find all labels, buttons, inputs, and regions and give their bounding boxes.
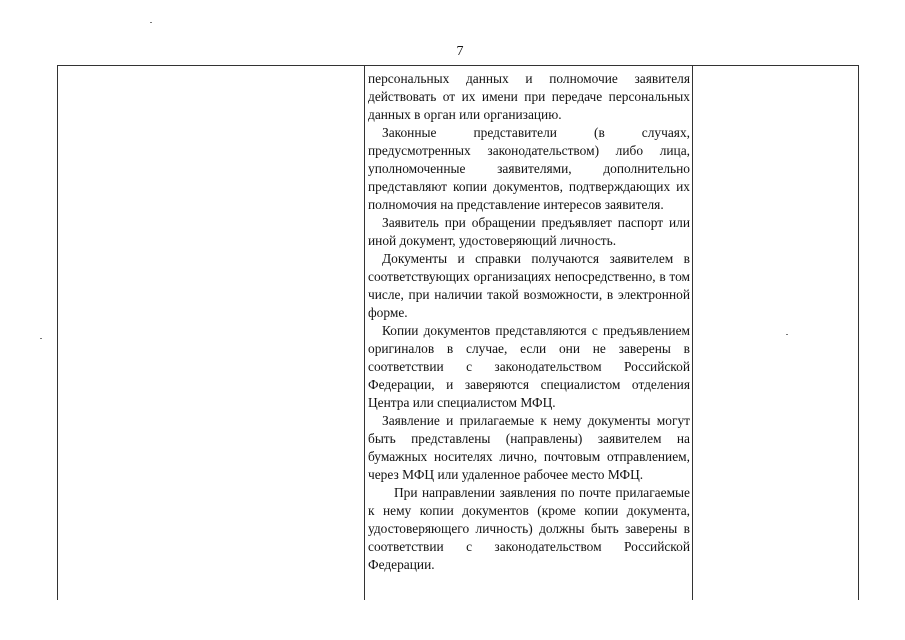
- paragraph: При направлении заявления по почте прилагаемые к нему копии документов (кроме копии документа, удостоверяющего личность) должны быть заверены в соответствии с законодательством Российской Федерации.: [368, 485, 690, 572]
- table-cell-text: [368, 70, 690, 574]
- paragraph: Копии документов представляются с предъявлением оригиналов в случае, если они не заверены в соответствии с законодательством Российской Федерации, и заверяются специалистом отделения Центра или специалистом МФЦ.: [368, 323, 690, 410]
- scan-speck: [786, 334, 788, 335]
- scan-speck: [40, 338, 42, 339]
- table-column-border-2: [364, 65, 365, 600]
- paragraph: Документы и справки получаются заявителем в соответствующих организациях непосредственно, в том числе, при наличии такой возможности, в электронной форме.: [368, 251, 690, 320]
- table-column-border-3: [692, 65, 693, 600]
- scan-speck: [150, 22, 152, 23]
- paragraph: Заявление и прилагаемые к нему документы могут быть представлены (направлены) заявителем на бумажных носителях лично, почтовым отправлением, через МФЦ или удаленное рабочее место МФЦ.: [368, 413, 690, 482]
- table-column-border-1: [57, 65, 58, 600]
- paragraph: Заявитель при обращении предъявляет паспорт или иной документ, удостоверяющий личность.: [368, 215, 690, 248]
- paragraph: Законные представители (в случаях, предусмотренных законодательством) либо лица, уполномоченные заявителями, дополнительно представляют копии документов, подтверждающих их полномочия на представление интересов заявителя.: [368, 125, 690, 212]
- page-number: 7: [456, 44, 464, 59]
- table-column-border-4: [858, 65, 859, 600]
- paragraph: персональных данных и полномочие заявителя действовать от их имени при передаче персональных данных в орган или организацию.: [368, 71, 690, 122]
- table-top-border: [57, 65, 859, 66]
